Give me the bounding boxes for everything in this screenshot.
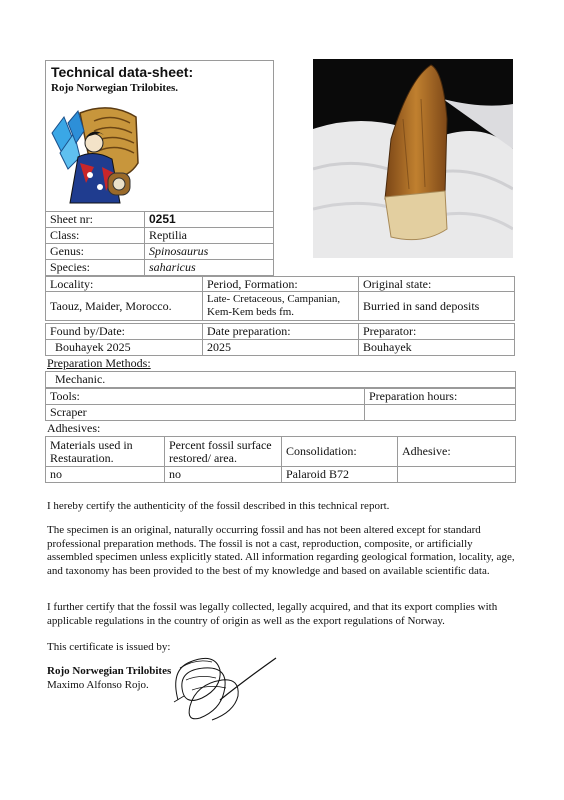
signature <box>160 640 280 725</box>
date-label: Date preparation: <box>202 323 359 340</box>
genus-value: Spinosaurus <box>144 243 274 260</box>
locality-label: Locality: <box>45 276 203 292</box>
genus-label: Genus: <box>45 243 145 260</box>
date-value: 2025 <box>202 339 359 356</box>
certificate-p1: I hereby certify the authenticity of the fossil described in this technical report. <box>47 500 390 512</box>
state-label: Original state: <box>358 276 515 292</box>
period-value: Late- Cretaceous, Campanian, Kem-Kem beds fm. <box>202 291 359 321</box>
certificate-p2: The specimen is an original, naturally occurring fossil and has not been altered except for standard professional preparation methods. The fossil is not a cast, reproduction, composite, or artificially assembled specimen unless explicitly stated. All information regarding geological formation, locality, age, and taxonomy has been provided to the best of my knowledge and based on available scientific data. <box>47 524 515 577</box>
certificate-p4: This certificate is issued by: <box>47 641 171 653</box>
hours-label: Preparation hours: <box>364 388 516 405</box>
adhesives-heading: Adhesives: <box>47 421 101 435</box>
sheet-label: Sheet nr: <box>45 211 145 228</box>
state-value: Burried in sand deposits <box>358 291 515 321</box>
consolidation-value: Palaroid B72 <box>281 466 398 483</box>
preparator-value: Bouhayek <box>358 339 515 356</box>
sheet-value: 0251 <box>144 211 274 228</box>
certificate-p3: I further certify that the fossil was legally collected, legally acquired, and that its export complies with applicable regulations in the country of origin as well as the export regulations of Norway. <box>47 601 498 627</box>
header-title: Technical data-sheet: <box>51 64 194 80</box>
hours-value <box>364 404 516 421</box>
class-value: Reptilia <box>144 227 274 244</box>
issuer-person: Maximo Alfonso Rojo. <box>47 679 149 691</box>
materials-label: Materials used in Restauration. <box>45 436 165 467</box>
prep-heading: Preparation Methods: <box>47 356 151 370</box>
locality-value: Taouz, Maider, Morocco. <box>45 291 203 321</box>
materials-value: no <box>45 466 165 483</box>
adhesive-value <box>397 466 516 483</box>
adhesive-label: Adhesive: <box>397 436 516 467</box>
consolidation-label: Consolidation: <box>281 436 398 467</box>
tools-label: Tools: <box>45 388 365 405</box>
prep-methods-value: Mechanic. <box>45 371 516 388</box>
tools-value: Scraper <box>45 404 365 421</box>
preparator-label: Preparator: <box>358 323 515 340</box>
species-value: saharicus <box>144 259 274 276</box>
found-value: Bouhayek 2025 <box>45 339 203 356</box>
issuer-company: Rojo Norwegian Trilobites <box>47 665 172 677</box>
trilobite-samurai-logo <box>50 103 142 207</box>
percent-label: Percent fossil surface restored/ area. <box>164 436 282 467</box>
percent-value: no <box>164 466 282 483</box>
spinosaurus-tooth-photo <box>313 59 513 258</box>
period-label: Period, Formation: <box>202 276 359 292</box>
species-label: Species: <box>45 259 145 276</box>
class-label: Class: <box>45 227 145 244</box>
header-subtitle: Rojo Norwegian Trilobites. <box>51 82 178 94</box>
found-label: Found by/Date: <box>45 323 203 340</box>
